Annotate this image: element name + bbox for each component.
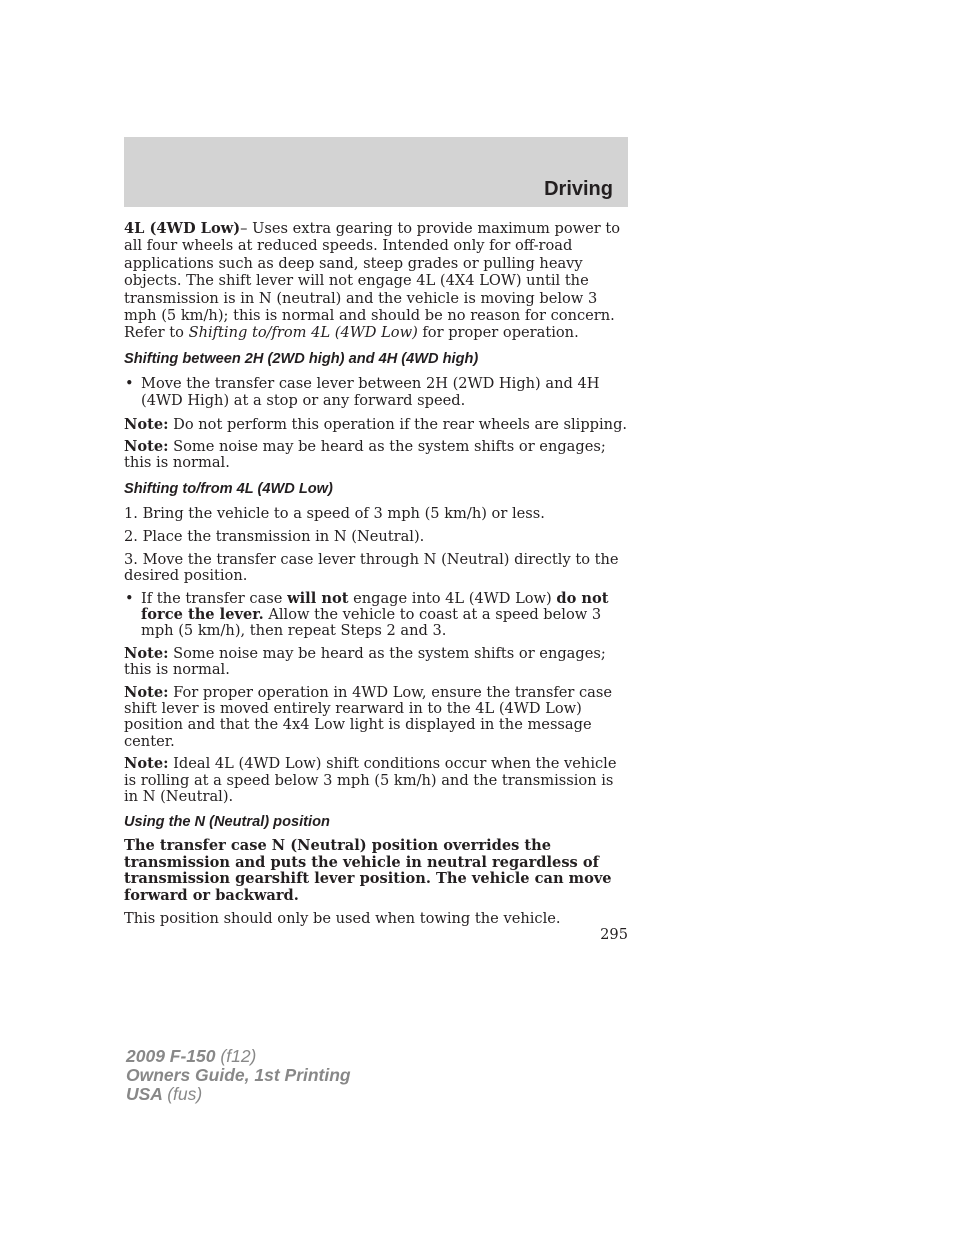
intro-reference: Shifting to/from 4L (4WD Low) xyxy=(188,324,418,342)
step-item: 2. Place the transmission in N (Neutral). xyxy=(124,528,425,546)
section-heading-4l: Shifting to/from 4L (4WD Low) xyxy=(124,480,333,497)
footer-line-guide: Owners Guide, 1st Printing xyxy=(126,1065,351,1085)
note-label: Note: xyxy=(124,438,169,456)
intro-tail: for proper operation. xyxy=(417,324,579,342)
page-number: 295 xyxy=(600,926,628,943)
note-text: Ideal 4L (4WD Low) shift conditions occur when the vehicle is rolling at a speed below 3 mph (5 km/h) and the transmission is in N (Neutral). xyxy=(124,755,617,805)
footer-model-code: (f12) xyxy=(220,1046,257,1066)
note-label: Note: xyxy=(124,683,169,701)
bullet-text-mid: engage into 4L (4WD Low) xyxy=(348,589,557,607)
bullet-text-post: Allow the vehicle to coast at a speed below 3 mph (5 km/h), then repeat Steps 2 and 3. xyxy=(141,605,602,640)
step-item: 1. Bring the vehicle to a speed of 3 mph (5 km/h) or less. xyxy=(124,504,545,522)
note-text: Some noise may be heard as the system shifts or engages; this is normal. xyxy=(124,438,606,472)
note-label: Note: xyxy=(124,415,169,433)
footer-line-market xyxy=(126,1085,351,1104)
intro-paragraph xyxy=(124,220,630,342)
step-item: 3. Move the transfer case lever through N (Neutral) directly to the desired position. xyxy=(124,550,619,585)
footer-market-code: (fus) xyxy=(167,1084,203,1104)
page-content xyxy=(124,220,630,933)
note xyxy=(124,646,630,679)
note xyxy=(124,416,630,433)
intro-term: 4L (4WD Low) xyxy=(124,220,241,237)
bullet-text-pre: If the transfer case xyxy=(141,589,288,607)
bullet-emphasis: will not xyxy=(287,589,349,607)
note-text: Do not perform this operation if the rear wheels are slipping. xyxy=(168,415,628,433)
footer-market: USA xyxy=(126,1084,163,1104)
note-text: For proper operation in 4WD Low, ensure the transfer case shift lever is moved entirely rearward in to the 4L (4WD Low) position and that the 4x4 Low light is displayed in the message center. xyxy=(124,683,613,750)
bullet-icon: • xyxy=(125,374,134,392)
footer-model: 2009 F-150 xyxy=(126,1046,216,1066)
bullet-item xyxy=(124,591,630,640)
note-text: Some noise may be heard as the system shifts or engages; this is normal. xyxy=(124,644,606,679)
note-label: Note: xyxy=(124,755,169,773)
section-title: Driving xyxy=(544,178,613,200)
bullet-text: Move the transfer case lever between 2H (2WD High) and 4H (4WD High) at a stop or any forward speed. xyxy=(141,374,600,410)
note-label: Note: xyxy=(124,644,169,662)
note xyxy=(124,439,630,472)
section-heading-neutral: Using the N (Neutral) position xyxy=(124,814,330,831)
section-heading-2h-4h: Shifting between 2H (2WD high) and 4H (4WD high) xyxy=(124,350,479,367)
body-text: This position should only be used when towing the vehicle. xyxy=(124,910,561,927)
warning-text: The transfer case N (Neutral) position overrides the transmission and puts the vehicle in neutral regardless of transmission gearshift lever position. The vehicle can move forward or backward. xyxy=(124,837,612,904)
intro-text: – Uses extra gearing to provide maximum power to all four wheels at reduced speeds. Intended only for off-road applications such as deep sand, steep grades or pulling heavy objects. The shift lever will not engage 4L (4X4 LOW) until the transmission is in N (neutral) and the vehicle is moving below 3 mph (5 km/h); this is normal and should be no reason for concern. Refer to xyxy=(124,220,620,342)
footer-line-model xyxy=(126,1047,351,1066)
bullet-item xyxy=(124,375,630,410)
bullet-icon: • xyxy=(125,589,134,607)
footer-publication-info xyxy=(126,1047,351,1104)
header-band xyxy=(124,137,628,207)
bullet-emphasis: do not force the lever. xyxy=(141,589,609,623)
note xyxy=(124,756,630,805)
note xyxy=(124,685,630,751)
